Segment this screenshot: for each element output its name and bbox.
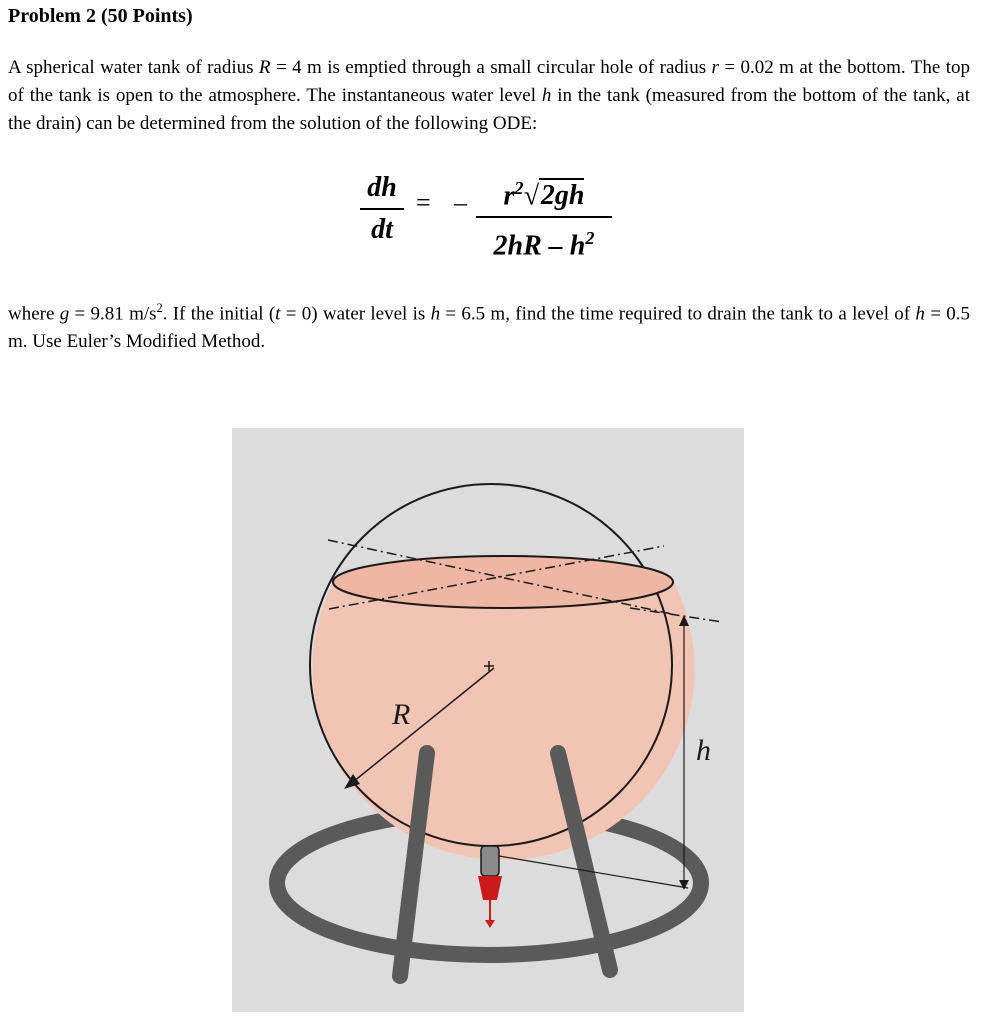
label-h: h [696, 734, 711, 767]
var-R: R [258, 57, 271, 78]
rhs-fraction [476, 170, 612, 265]
spherical-tank-figure [232, 428, 744, 1012]
equals-sign: = [416, 188, 431, 217]
rhs-denominator: $2hR - h^2$ [493, 228, 595, 262]
minus-sign: – [454, 188, 467, 217]
lhs-numerator: dh [367, 172, 397, 203]
water-surface [333, 556, 673, 608]
problem-title: Problem 2 (50 Points) [8, 5, 193, 27]
drain-valve [481, 846, 499, 876]
rhs-fraction-bar [476, 216, 612, 218]
problem-statement-paragraph: A spherical water tank of radius R = 4 m is emptied through a small circular hole of radius r = 0.02 m at the bottom. The top of the tank is open to the atmosphere. The instantaneous water level h in the tank (measured from the bottom of the tank, at the drain) can be determined from the solution of the following ODE: [8, 57, 970, 134]
var-r: r [711, 57, 719, 78]
label-R: R [392, 698, 411, 731]
rhs-numerator: $r^2√2gh$ [503, 178, 585, 212]
given-conditions-paragraph: where g = 9.81 $m/s^2$. If the initial (t = 0) water level is h = 6.5 m, find the time required to drain the tank to a level of h = 0.5 m. Use Euler’s Modified Method. [8, 301, 970, 353]
lhs-denominator: dt [371, 214, 393, 245]
ode-equation [360, 168, 622, 266]
var-h: h [541, 85, 552, 106]
lhs-fraction-bar [360, 208, 404, 210]
lhs-fraction [360, 170, 404, 248]
